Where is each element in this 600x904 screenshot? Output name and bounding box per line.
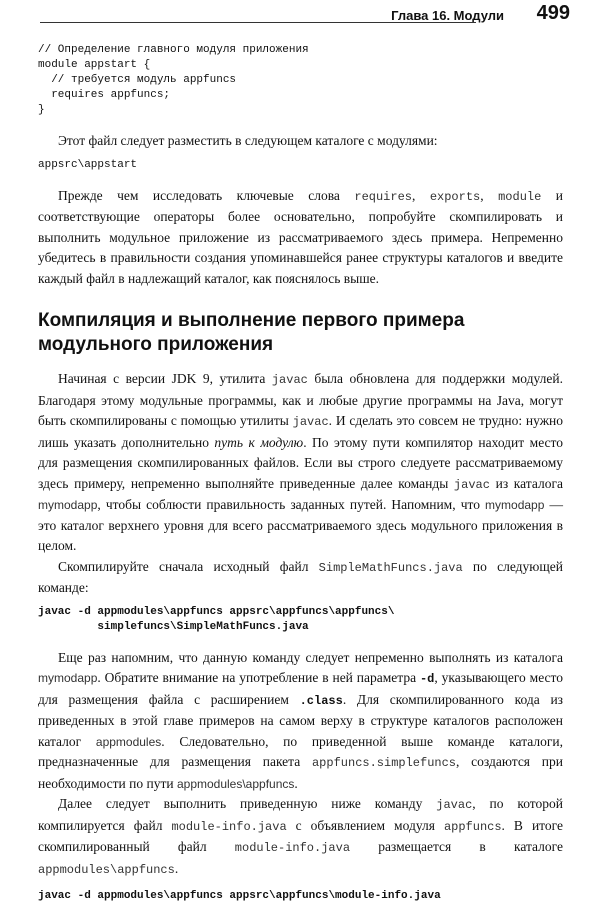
code-line: requires appfuncs; — [38, 89, 171, 101]
paragraph-compile-first: Скомпилируйте сначала исходный файл SimpleMathFuncs.java по следующей команде: — [38, 558, 563, 595]
header-rule — [40, 22, 476, 23]
page-content — [38, 43, 563, 904]
section-heading: Компиляция и выполнение первого примера модульного приложения — [38, 310, 465, 355]
code-line: // требуется модуль appfuncs — [38, 74, 237, 86]
code-command-compile-simplemath — [38, 605, 563, 635]
paragraph-javac-modules: Начиная с версии JDK 9, утилита javac была обновлена для поддержки модулей. Благодаря этому модульные программы, как и любые другие программы на Java, могут быть скомпилированы с помощью утилиты javac. И сделать это совсем не трудно: нужно лишь указать дополнительно путь к модулю. По этому пути компилятор находит место для размещения скомпилированных файлов. Если вы строго следуете рассматриваемому здесь примеру, непременно выполняйте приведенные далее команды javac из каталога mymodapp, чтобы соблюсти правильность заданных путей. Напомним, что mymodapp — это каталог верхнего уровня для всего рассматриваемого здесь модульного приложения в целом. — [38, 371, 564, 553]
paragraph-module-info: Далее следует выполнить приведенную ниже команду javac, по которой компилируется файл module-info.java с объявлением модуля appfuncs. В итоге скомпилированный файл module-info.java размещается в каталоге appmodules\appfuncs. — [38, 796, 563, 877]
paragraph-file-location: Этот файл следует разместить в следующем каталоге с модулями: — [58, 133, 438, 148]
paragraph-keywords: Прежде чем исследовать ключевые слова requires, exports, module и соответствующие операторы более основательно, попробуйте скомпилировать и выполнить модульное приложение из рассматриваемого здесь примера. Непременно убедитесь в правильности создания упоминавшейся ранее структуры каталогов и введите каждый файл в надлежащий каталог, как пояснялось выше. — [38, 187, 564, 286]
code-line: module appstart { — [38, 59, 151, 71]
code-line: // Определение главного модуля приложения — [38, 44, 309, 56]
code-line: javac -d appmodules\appfuncs appsrc\appfuncs\appfuncs\ — [38, 605, 395, 618]
code-command-compile-module-info: javac -d appmodules\appfuncs appsrc\appfuncs\module-info.java — [38, 890, 441, 902]
paragraph-d-option: Еще раз напомним, что данную команду следует непременно выполнять из каталога mymodapp. Обратите внимание на употребление в ней параметра -d, указывающего место для размещения файла с расширением .class. Для скомпилированного кода из приведенных в этой главе примеров на самом верху в структуре каталогов расположен каталог appmodules. Следовательно, по приведенной выше команде каталоги, предназначенные для размещения пакета appfuncs.simplefuncs, создаются при необходимости по пути appmodules\appfuncs. — [38, 649, 564, 791]
code-path-appstart: appsrc\appstart — [38, 158, 138, 171]
code-line: } — [38, 104, 45, 116]
running-header — [0, 0, 600, 30]
code-listing-module-appstart — [38, 43, 563, 118]
page-number: 499 — [536, 2, 570, 24]
code-line: simplefuncs\SimpleMathFuncs.java — [38, 620, 309, 633]
chapter-title: Глава 16. Модули — [391, 8, 504, 23]
